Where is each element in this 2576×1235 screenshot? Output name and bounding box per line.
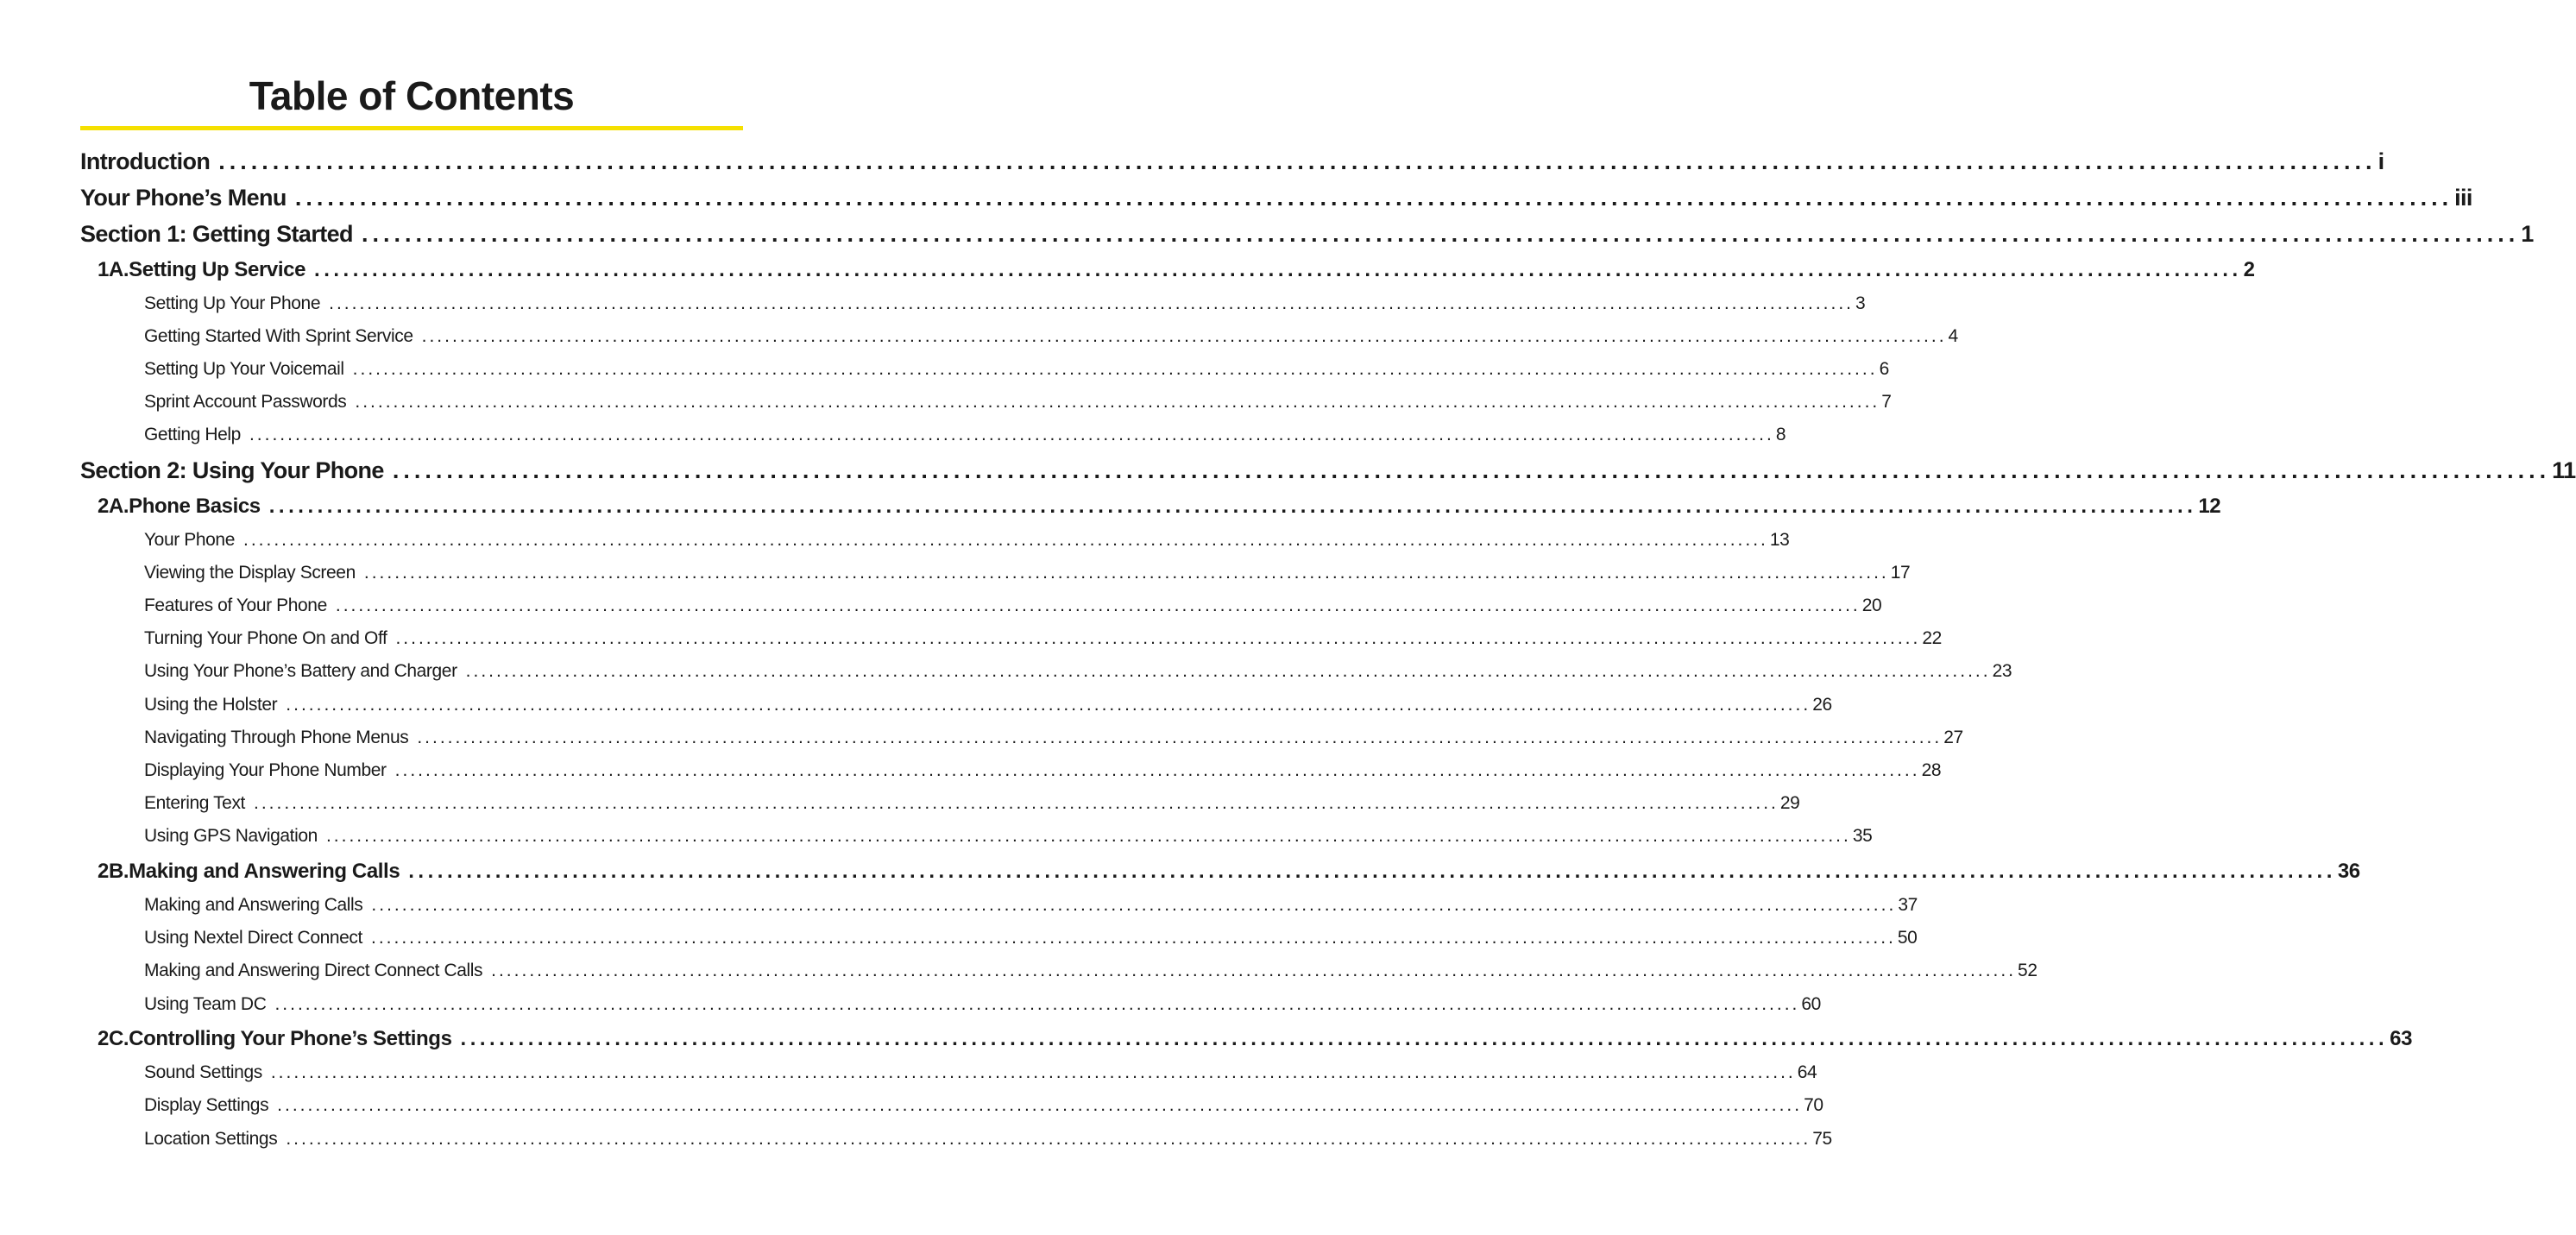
dot-leader: ........................................................................................................................................................................................................	[491, 961, 2017, 980]
toc-entry-level-3[interactable]	[144, 425, 1786, 445]
toc-entry-level-3[interactable]	[144, 826, 1873, 847]
dot-leader: ........................................................................................................................................................................................................	[394, 760, 1920, 780]
dot-leader: ........................................................................................................................................................................................................	[335, 595, 1861, 615]
toc-entry-level-2[interactable]	[98, 258, 2255, 282]
title-underline	[80, 126, 743, 130]
toc-entry-label: Section 1: Getting Started	[80, 221, 353, 247]
dot-leader: ........................................................................................................................................................................................................	[243, 530, 1768, 550]
toc-entry-page-number: 4	[1948, 326, 1958, 346]
dot-leader: ........................................................................................................................................................................................................	[270, 1062, 1796, 1082]
toc-entry-page-number: 64	[1797, 1062, 1817, 1082]
toc-entry-number: 2A.	[98, 495, 129, 518]
toc-entry-label: Setting Up Service	[129, 258, 306, 281]
dot-leader: ........................................................................................................................................................................................................	[370, 928, 1896, 948]
toc-entry-page-number: 7	[1881, 392, 1892, 412]
dot-leader: ........................................................................................................................................................................................................	[417, 728, 1943, 747]
toc-entry-level-2[interactable]	[98, 1027, 2413, 1051]
toc-entry-page-number: 75	[1812, 1129, 1832, 1149]
toc-entry-page-number: 27	[1943, 728, 1963, 747]
toc-entry-page-number: 35	[1852, 826, 1873, 846]
toc-entry-number: 2C.	[98, 1027, 129, 1050]
toc-entry-label: Turning Your Phone On and Off	[144, 628, 387, 648]
toc-entry-page-number: 3	[1855, 293, 1866, 313]
dot-leader: ........................................................................................................................................................................................................	[286, 1129, 1811, 1149]
toc-entry-level-3[interactable]	[144, 994, 1821, 1015]
toc-entry-level-3[interactable]	[144, 595, 1882, 616]
toc-entry-level-2[interactable]	[98, 495, 2221, 519]
dot-leader: ........................................................................................................................................................................................................	[329, 293, 1855, 313]
toc-entry-label: Section 2: Using Your Phone	[80, 457, 384, 483]
toc-entry-number: 2B.	[98, 860, 129, 883]
toc-entry-page-number: 2	[2243, 258, 2255, 281]
toc-entry-label: Viewing the Display Screen	[144, 563, 356, 583]
toc-entry-page-number: 36	[2337, 860, 2360, 883]
toc-entry-label: Getting Help	[144, 425, 241, 444]
toc-entry-level-3[interactable]	[144, 961, 2037, 981]
toc-entry-level-3[interactable]	[144, 530, 1790, 551]
toc-entry-page-number: 11	[2552, 457, 2576, 483]
toc-entry-label: Introduction	[80, 148, 211, 174]
toc-entry-label: Using Nextel Direct Connect	[144, 928, 362, 948]
dot-leader: ........................................................................................................................................................................................................	[395, 628, 1921, 648]
toc-entry-page-number: 1	[2521, 221, 2534, 247]
toc-entry-level-3[interactable]	[144, 293, 1866, 314]
toc-entry-label: Using Team DC	[144, 994, 267, 1014]
toc-entry-level-3[interactable]	[144, 928, 1918, 948]
toc-entry-level-3[interactable]	[144, 563, 1911, 583]
dot-leader: ........................................................................................................................................................................................................	[294, 185, 2453, 211]
dot-leader: ........................................................................................................................................................................................................	[277, 1095, 1803, 1115]
toc-entry-level-3[interactable]	[144, 895, 1918, 916]
toc-entry-level-1[interactable]	[80, 148, 2384, 175]
toc-entry-page-number: 28	[1921, 760, 1942, 780]
dot-leader: ........................................................................................................................................................................................................	[218, 148, 2377, 174]
toc-entry-page-number: 63	[2390, 1027, 2413, 1050]
toc-entry-page-number: 70	[1804, 1095, 1823, 1115]
dot-leader: ........................................................................................................................................................................................................	[363, 563, 1889, 583]
toc-entry-page-number: 8	[1775, 425, 1786, 444]
toc-entry-label: Display Settings	[144, 1095, 269, 1115]
dot-leader: ........................................................................................................................................................................................................	[361, 221, 2520, 247]
dot-leader: ........................................................................................................................................................................................................	[325, 826, 1851, 846]
toc-entry-label: Using Your Phone’s Battery and Charger	[144, 661, 457, 681]
toc-entry-level-3[interactable]	[144, 1062, 1817, 1083]
toc-entry-label: Entering Text	[144, 793, 245, 813]
toc-entry-page-number: 60	[1801, 994, 1821, 1014]
toc-entry-level-1[interactable]	[80, 185, 2472, 211]
toc-entry-level-3[interactable]	[144, 760, 1942, 781]
toc-entry-label: Using the Holster	[144, 695, 278, 715]
toc-entry-level-3[interactable]	[144, 359, 1889, 380]
dot-leader: ........................................................................................................................................................................................................	[286, 695, 1811, 715]
dot-leader: ........................................................................................................................................................................................................	[408, 860, 2336, 883]
toc-entry-label: Making and Answering Calls	[129, 860, 400, 883]
dot-leader: ........................................................................................................................................................................................................	[392, 457, 2551, 483]
toc-entry-page-number: 6	[1879, 359, 1889, 379]
toc-entry-page-number: 17	[1890, 563, 1911, 583]
dot-leader: ........................................................................................................................................................................................................	[371, 895, 1897, 915]
toc-entry-page-number: 37	[1898, 895, 1918, 915]
dot-leader: ........................................................................................................................................................................................................	[274, 994, 1800, 1014]
dot-leader: ........................................................................................................................................................................................................	[352, 359, 1878, 379]
toc-entry-label: Making and Answering Direct Connect Calls	[144, 961, 483, 980]
toc-entry-label: Phone Basics	[129, 495, 261, 518]
toc-entry-level-3[interactable]	[144, 728, 1963, 748]
toc-entry-number: 1A.	[98, 258, 129, 281]
toc-entry-level-3[interactable]	[144, 661, 2012, 682]
toc-entry-label: Getting Started With Sprint Service	[144, 326, 413, 346]
toc-entry-label: Sound Settings	[144, 1062, 262, 1082]
toc-entry-page-number: 50	[1897, 928, 1918, 948]
toc-entry-level-1[interactable]	[80, 457, 2576, 484]
toc-entry-page-number: 13	[1769, 530, 1790, 550]
toc-entry-level-2[interactable]	[98, 860, 2360, 884]
toc-entry-level-3[interactable]	[144, 1095, 1823, 1116]
toc-entry-level-1[interactable]	[80, 221, 2534, 248]
toc-entry-label: Navigating Through Phone Menus	[144, 728, 409, 747]
dot-leader: ........................................................................................................................................................................................................	[314, 258, 2242, 281]
toc-entry-level-3[interactable]	[144, 695, 1832, 715]
toc-entry-page-number: 22	[1922, 628, 1942, 648]
toc-entry-label: Setting Up Your Phone	[144, 293, 321, 313]
toc-entry-label: Using GPS Navigation	[144, 826, 318, 846]
toc-entry-label: Displaying Your Phone Number	[144, 760, 387, 780]
toc-entry-label: Setting Up Your Voicemail	[144, 359, 344, 379]
toc-entry-label: Controlling Your Phone’s Settings	[129, 1027, 452, 1050]
toc-entry-page-number: 52	[2018, 961, 2037, 980]
toc-entry-label: Sprint Account Passwords	[144, 392, 347, 412]
dot-leader: ........................................................................................................................................................................................................	[355, 392, 1880, 412]
toc-entry-page-number: 23	[1992, 661, 2012, 681]
toc-entry-page-number: 12	[2198, 495, 2221, 518]
dot-leader: ........................................................................................................................................................................................................	[254, 793, 1779, 813]
toc-entry-page-number: 26	[1812, 695, 1832, 715]
toc-entry-page-number: 29	[1779, 793, 1800, 813]
dot-leader: ........................................................................................................................................................................................................	[465, 661, 1991, 681]
dot-leader: ........................................................................................................................................................................................................	[249, 425, 1774, 444]
dot-leader: ........................................................................................................................................................................................................	[268, 495, 2197, 518]
toc-entry-level-3[interactable]	[144, 793, 1800, 814]
toc-entry-label: Location Settings	[144, 1129, 278, 1149]
dot-leader: ........................................................................................................................................................................................................	[460, 1027, 2389, 1050]
toc-entry-level-3[interactable]	[144, 628, 1942, 649]
toc-entry-page-number: i	[2378, 148, 2384, 174]
toc-entry-label: Your Phone	[144, 530, 235, 550]
toc-entry-label: Making and Answering Calls	[144, 895, 363, 915]
toc-entry-level-3[interactable]	[144, 1129, 1832, 1150]
toc-entry-page-number: 20	[1861, 595, 1882, 615]
dot-leader: ........................................................................................................................................................................................................	[421, 326, 1947, 346]
toc-entry-label: Your Phone’s Menu	[80, 185, 287, 211]
toc-entry-page-number: iii	[2454, 185, 2472, 211]
page-title: Table of Contents	[249, 73, 575, 118]
toc-entry-level-3[interactable]	[144, 392, 1892, 413]
toc-entry-level-3[interactable]	[144, 326, 1958, 347]
toc-entry-label: Features of Your Phone	[144, 595, 327, 615]
